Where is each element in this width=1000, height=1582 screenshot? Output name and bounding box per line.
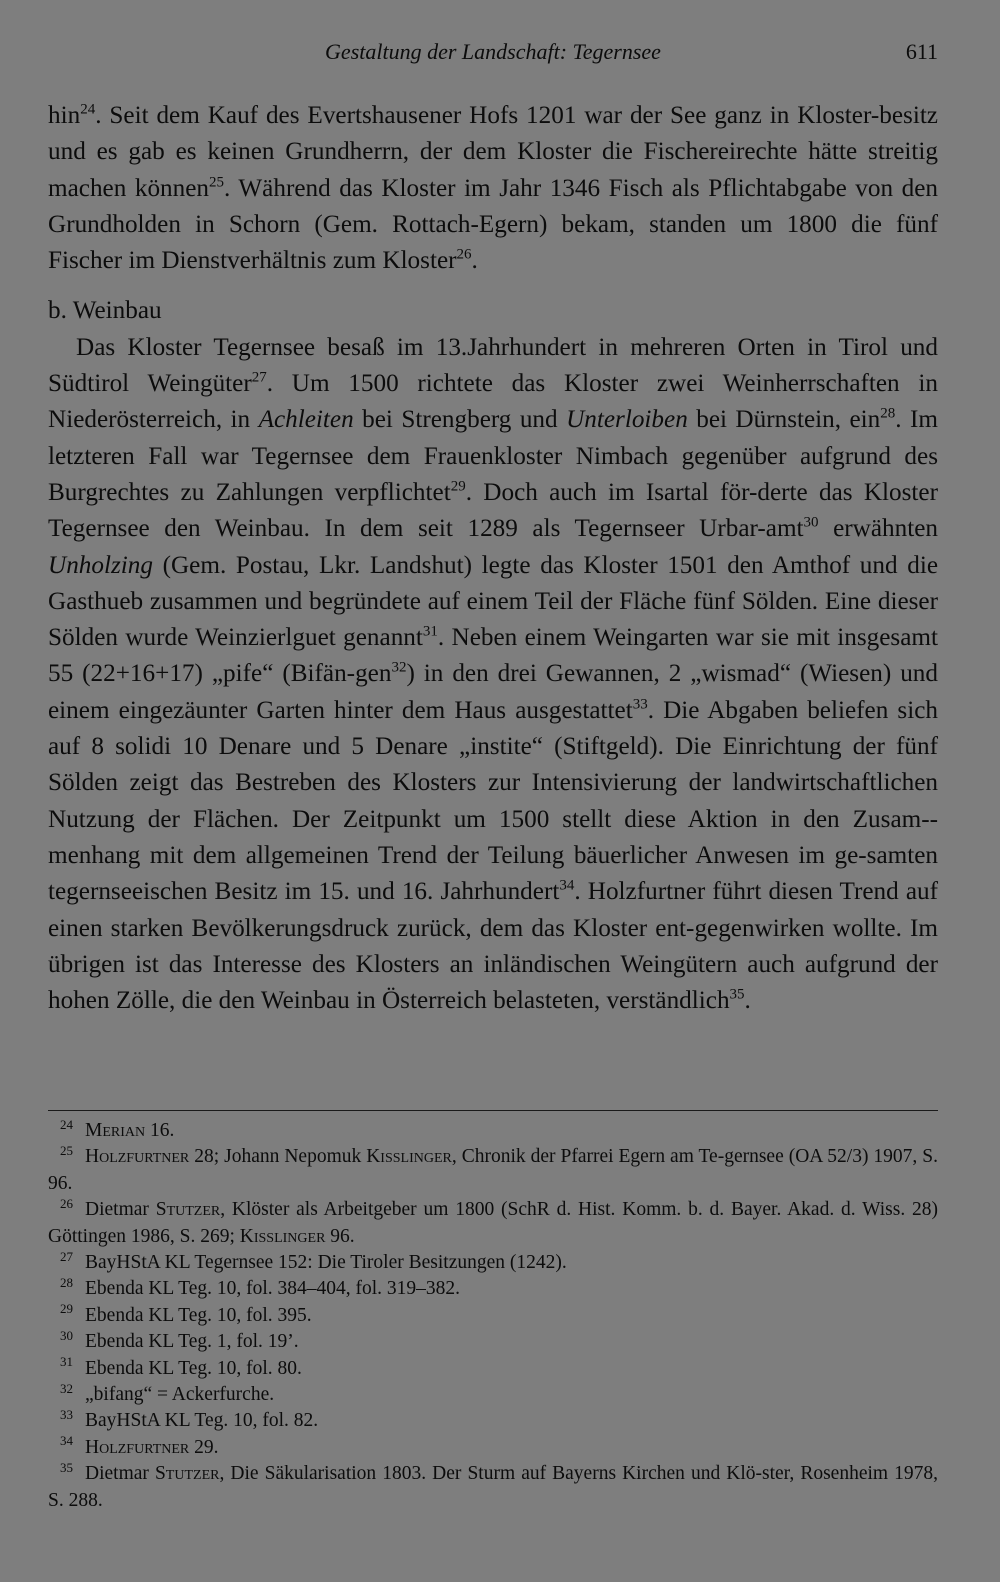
footnote-28: $^{28}$ Ebenda KL Teg. 10, fol. 384–404, fol. 319–382. [60,1274,461,1300]
footnote-divider [48,1110,938,1111]
paragraph-fischerei: hin$^{24}$. Seit dem Kauf des Evertshausener Hofs 1201 war der See ganz in Kloster-besitz und es gab es keinen Grundherrn, der dem Kloster die Fischereirechte hätte streitig machen können$^{25}$. Während das Kloster im Jahr 1346 Fisch als Pflichtabgabe von den Grundholden in Schorn (Gem. Rottach-Egern) bekam, standen um 1800 die fünf Fischer im Dienstverhältnis zum Kloster$^{26}$. [48,101,939,275]
footnote-ref: 33 [632,696,648,713]
footnote-25: $^{25}$ Holzfurtner 28; Johann Nepomuk Kisslinger, Chronik der Pfarrei Egern am Te-gernsee (OA 52/3) 1907, S. 96. [48,1142,938,1194]
footnote-31: $^{31}$ Ebenda KL Teg. 10, fol. 80. [60,1354,302,1379]
footnote-ref: 24 [80,101,96,118]
footnote-30: $^{30}$ Ebenda KL Teg. 1, fol. 19’. [60,1327,299,1353]
place-name: Achleiten [258,406,354,434]
footnote-number: 25 [60,1142,73,1158]
running-header [48,36,938,68]
footnote-26: $^{26}$ Dietmar Stutzer, Klöster als Arbeitgeber um 1800 (SchR d. Hist. Komm. b. d. Bayer. Akad. d. Wiss. 28) Göttingen 1986, S. 269; Kisslinger 96. [48,1195,939,1247]
footnote-ref: 30 [803,514,819,531]
footnote-number: 27 [60,1248,73,1264]
page-number: 611 [905,39,938,64]
footnote-ref: 26 [456,246,472,263]
footnote-number: 26 [60,1195,73,1211]
main-text [48,98,938,1019]
footnote-35: $^{35}$ Dietmar Stutzer, Die Säkularisation 1803. Der Sturm auf Bayerns Kirchen und Klö-ster, Rosenheim 1978, S. 288. [48,1459,938,1511]
footnote-ref: 27 [251,369,267,386]
footnote-ref: 35 [729,986,745,1003]
footnote-ref: 25 [209,174,225,191]
footnote-number: 33 [60,1406,73,1422]
footnote-ref: 34 [559,877,575,894]
footnote-number: 24 [60,1116,73,1132]
footnote-27: $^{27}$ BayHStA KL Tegernsee 152: Die Tiroler Besitzungen (1242). [60,1248,567,1274]
footnote-34: $^{34}$ Holzfurtner 29. [60,1433,219,1458]
footnote-33: $^{33}$ BayHStA KL Teg. 10, fol. 82. [60,1406,319,1432]
footnote-number: 34 [60,1433,73,1449]
footnote-ref: 29 [450,478,466,495]
place-name: Unholzing [48,551,153,579]
footnote-24: $^{24}$ Merian 16. [60,1116,175,1141]
section-heading: b. Weinbau [48,297,162,325]
footnote-number: 31 [60,1354,73,1370]
footnote-number: 35 [60,1459,73,1475]
footnote-number: 28 [60,1274,73,1290]
footnotes [48,1118,938,1514]
footnote-29: $^{29}$ Ebenda KL Teg. 10, fol. 395. [60,1301,312,1326]
paragraph-weinbau: Das Kloster Tegernsee besaß im 13.Jahrhundert in mehreren Orten in Tirol und Südtirol Weingüter$^{27}$. Um 1500 richtete das Kloster zwei Weinherrschaften in Niederösterreich, in Achleiten bei Strengberg und Unterloiben bei Dürnstein, ein$^{28}$. Im letzteren Fall war Tegernsee dem Frauenkloster Nimbach gegenüber aufgrund des Burgrechtes zu Zahlungen verpflichtet$^{29}$. Doch auch im Isartal för-derte das Kloster Tegernsee den Weinbau. In dem seit 1289 als Tegernseer Urbar-amt$^{30}$ erwähnten Unholzing (Gem. Postau, Lkr. Landshut) legte das Kloster 1501 den Amthof und die Gasthueb zusammen und begründete auf einem Teil der Fläche fünf Sölden. Eine dieser Sölden wurde Weinzierlguet genannt$^{31}$. Neben einem Weingarten war sie mit insgesamt 55 (22+16+17) „pife“ (Bifän-gen$^{32}$) in den drei Gewannen, 2 „wismad“ (Wiesen) und einem eingezäunter Garten hinter dem Haus ausgestattet$^{33}$. Die Abgaben beliefen sich auf 8 solidi 10 Denare und 5 Denare „instite“ (Stiftgeld). Die Einrichtung der fünf Sölden zeigt das Bestreben des Klosters zur Intensivierung der landwirtschaftlichen Nutzung der Flächen. Der Zeitpunkt um 1500 stellt diese Aktion in den Zusam-menhang mit dem allgemeinen Trend der Teilung bäuerlicher Anwesen im ge-samten tegernseeischen Besitz im 15. und 16. Jahrhundert$^{34}$. Holzfurtner führt diesen Trend auf einen starken Bevölkerungsdruck zurück, dem das Kloster ent-gegenwirken wollte. Im übrigen ist das Interesse des Klosters an inländischen Weingütern auch aufgrund der hohen Zölle, die den Weinbau in Österreich belasteten, verständlich$^{35}$. [48,333,939,1015]
running-title: Gestaltung der Landschaft: Tegernsee [325,39,661,64]
footnote-number: 29 [60,1301,73,1317]
footnote-ref: 31 [422,623,438,640]
footnote-number: 30 [60,1327,73,1343]
footnote-ref: 32 [391,660,407,677]
footnote-32: $^{32}$ „bifang“ = Ackerfurche. [60,1380,275,1406]
footnote-ref: 28 [880,405,896,422]
place-name: Unterloiben [566,406,688,434]
footnote-number: 32 [60,1380,73,1396]
